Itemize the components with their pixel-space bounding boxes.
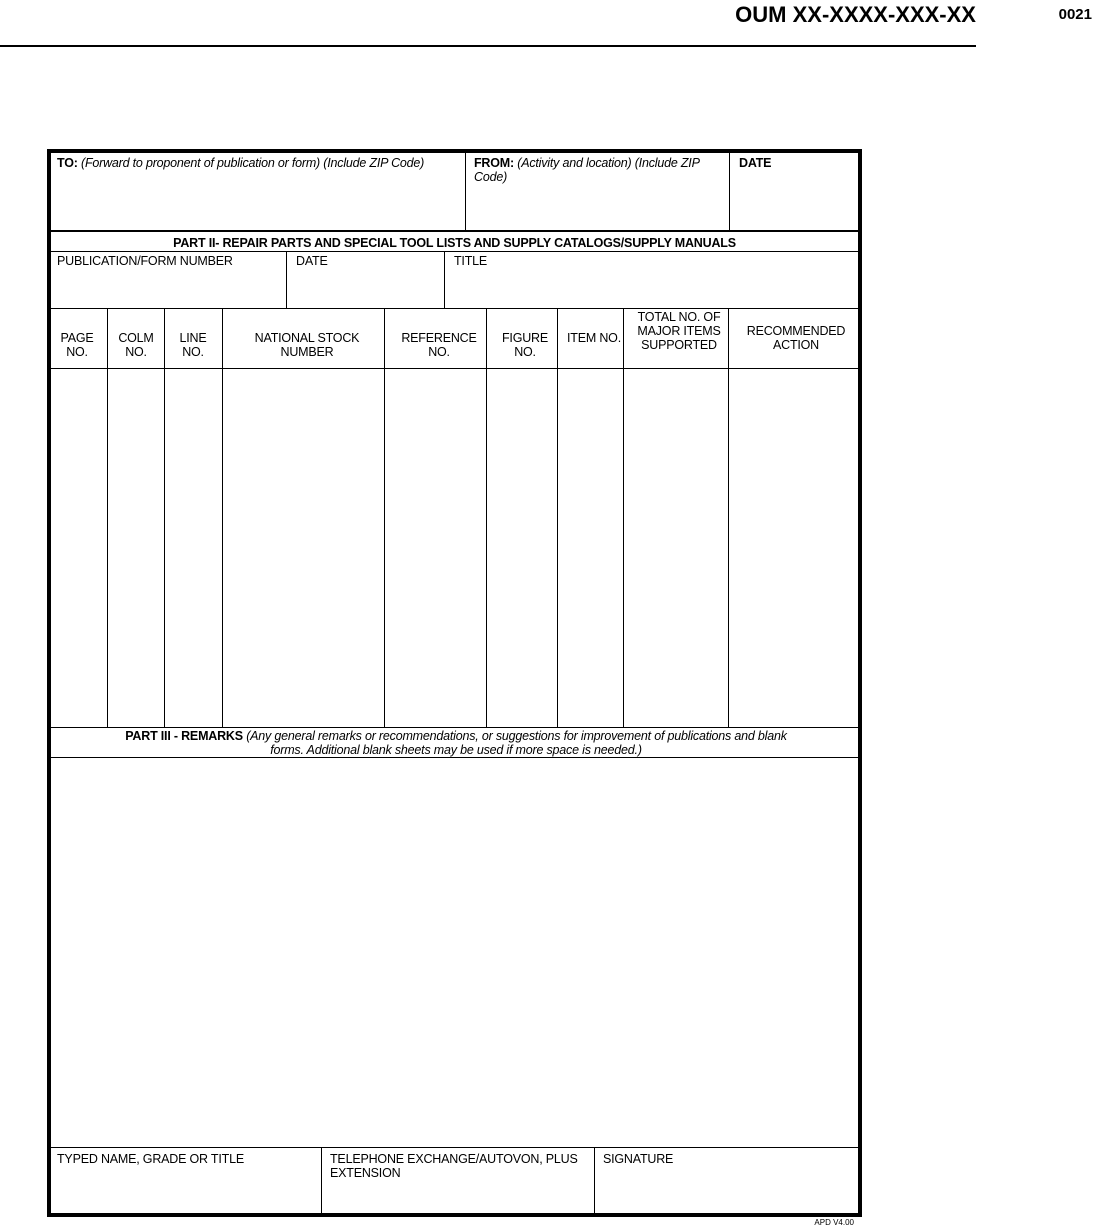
entry-area-national-stock-number[interactable] (223, 369, 384, 727)
title-label: TITLE (454, 254, 488, 268)
remarks-area[interactable] (51, 758, 858, 1146)
publication-number-field[interactable] (57, 254, 283, 304)
signature-label: SIGNATURE (603, 1152, 674, 1166)
entry-area-reference-no[interactable] (385, 369, 486, 727)
divider (594, 1147, 595, 1217)
divider (51, 308, 858, 309)
part2-title: PART II- REPAIR PARTS AND SPECIAL TOOL LISTS AND SUPPLY CATALOGS/SUPPLY MANUALS (173, 236, 736, 250)
to-label: TO: (57, 156, 78, 170)
column-header-reference-no: REFERENCE NO. (401, 331, 477, 359)
page-number: 0021 (1058, 6, 1092, 23)
publication-label: PUBLICATION/FORM NUMBER (57, 254, 233, 268)
header-rule (0, 45, 976, 47)
column-header-item-no: ITEM NO. (567, 331, 621, 345)
column-header-colm-no: COLM NO. (118, 331, 154, 359)
entry-area-line-no[interactable] (165, 369, 222, 727)
divider (51, 1147, 858, 1148)
telephone-label: TELEPHONE EXCHANGE/AUTOVON, PLUS EXTENSION (330, 1152, 578, 1180)
entry-area-colm-no[interactable] (108, 369, 164, 727)
document-number: OUM XX-XXXX-XXX-XX (735, 2, 976, 27)
column-header-total-major-items: TOTAL NO. OF MAJOR ITEMS SUPPORTED (637, 310, 721, 352)
signature-field[interactable] (603, 1152, 853, 1214)
entry-area-page-no[interactable] (51, 369, 107, 727)
publication-date-label: DATE (296, 254, 328, 268)
part3-title-label: PART III - REMARKS (125, 729, 243, 743)
column-header-figure-no: FIGURE NO. (501, 331, 549, 359)
entry-area-figure-no[interactable] (487, 369, 557, 727)
from-label: FROM: (474, 156, 514, 170)
divider (444, 252, 445, 308)
entry-area-total-major-items[interactable] (624, 369, 728, 727)
to-hint: (Forward to proponent of publication or form) (Include ZIP Code) (80, 156, 425, 170)
divider (51, 251, 858, 252)
date-label: DATE (739, 156, 772, 170)
entry-area-item-no[interactable] (558, 369, 623, 727)
column-header-national-stock-number: NATIONAL STOCK NUMBER (254, 331, 360, 359)
publication-date-field[interactable] (296, 254, 444, 304)
from-hint: (Activity and location) (Include ZIP Code) (474, 156, 700, 184)
form-version: APD V4.00 (814, 1218, 854, 1227)
part3-title (111, 729, 801, 759)
column-header-page-no: PAGE NO. (60, 331, 94, 359)
divider (51, 727, 858, 728)
divider (51, 230, 858, 232)
publication-title-field[interactable] (454, 254, 854, 304)
divider (286, 252, 287, 308)
to-field[interactable] (57, 156, 465, 226)
telephone-field[interactable] (330, 1152, 580, 1214)
date-field[interactable] (739, 156, 849, 226)
typed-name-field[interactable] (57, 1152, 317, 1214)
divider (729, 153, 730, 230)
entry-area-recommended-action[interactable] (729, 369, 858, 727)
recommended-changes-form (47, 149, 862, 1217)
from-field[interactable] (474, 156, 730, 226)
part3-hint: (Any general remarks or recommendations, or suggestions for improvement of publications and blank forms. Additional blank sheets may be used if more space is needed.) (246, 729, 787, 757)
column-header-recommended-action: RECOMMENDED ACTION (746, 324, 846, 352)
divider (321, 1147, 322, 1217)
column-header-line-no: LINE NO. (179, 331, 207, 359)
divider (465, 153, 466, 230)
typed-name-label: TYPED NAME, GRADE OR TITLE (57, 1152, 244, 1166)
